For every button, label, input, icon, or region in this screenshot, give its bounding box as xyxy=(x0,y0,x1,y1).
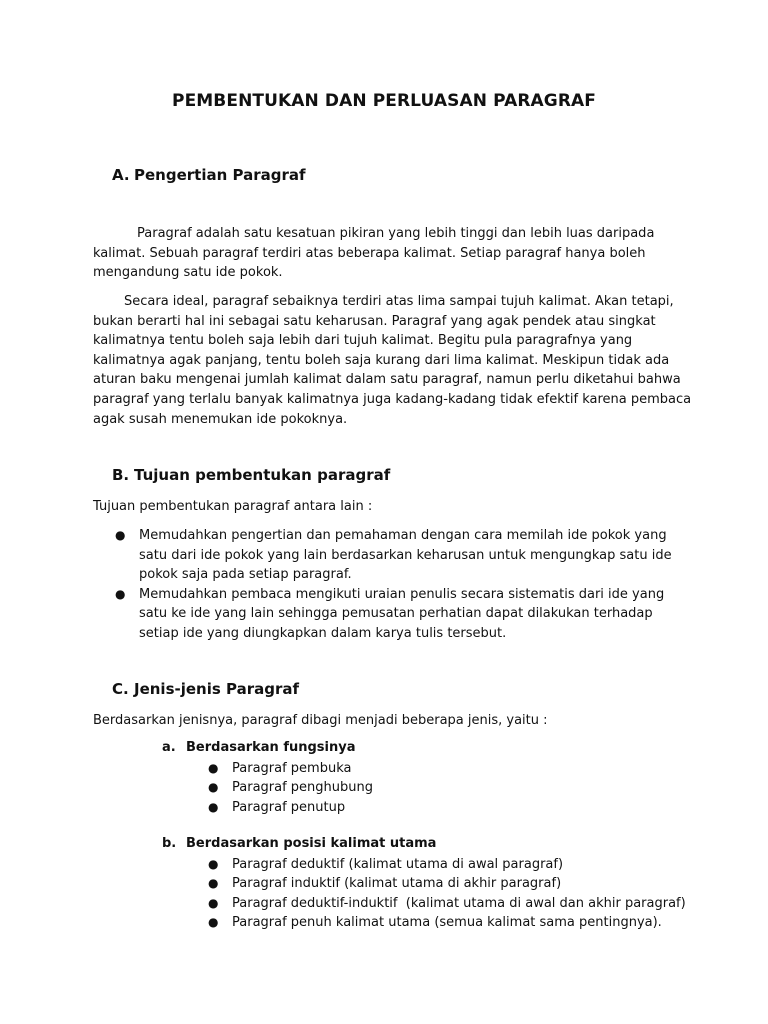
section-b-heading xyxy=(112,466,390,484)
section-a-p2-text: Secara ideal, paragraf sebaiknya terdiri atas lima sampai tujuh kalimat. Akan tetapi, bukan berarti hal ini sebagai satu keharusan. Paragraf yang agak pendek atau singkat kalimatnya tentu boleh saja lebih dari tujuh kalimat. Begitu pula paragrafnya yang kalimatnya agak panjang, tentu boleh saja kurang dari lima kalimat. Meskipun tidak ada aturan baku mengenai jumlah kalimat dalam satu paragraf, namun perlu diketahui bahwa paragraf yang terlalu banyak kalimatnya juga kadang-kadang tidak efektif karena pembaca agak susah menemukan ide pokoknya. xyxy=(93,294,692,427)
bullet-text: Memudahkan pembaca mengikuti uraian penulis secara sistematis dari ide yang satu ke ide yang lain sehingga pemusatan perhatian dapat dilakukan terhadap setiap ide yang diungkapkan dalam karya tulis tersebut. xyxy=(139,586,665,641)
bullet-dot-icon: ● xyxy=(208,799,219,814)
bullet-dot-icon: ● xyxy=(115,528,126,542)
subsection-a-list xyxy=(162,759,373,817)
section-b-intro: Tujuan pembentukan paragraf antara lain : xyxy=(93,499,373,514)
subsection-b-list xyxy=(162,855,686,933)
list-item-text: Paragraf pembuka xyxy=(232,761,352,776)
list-item xyxy=(162,778,373,797)
section-a-letter: A. xyxy=(112,166,130,184)
bullet-dot-icon: ● xyxy=(208,780,219,795)
section-a-paragraph-2 xyxy=(93,292,693,429)
list-item-text: Paragraf penutup xyxy=(232,799,346,815)
list-item xyxy=(93,526,693,585)
section-a-paragraph-1 xyxy=(93,224,693,283)
section-b-letter: B. xyxy=(112,466,130,484)
subsection-b-label: Berdasarkan posisi kalimat utama xyxy=(186,836,437,851)
section-a-p1-text: Paragraf adalah satu kesatuan pikiran yang lebih tinggi dan lebih luas daripada kalimat. Sebuah paragraf terdiri atas beberapa kalimat. Setiap paragraf hanya boleh mengandung satu ide pokok. xyxy=(93,226,655,281)
list-item xyxy=(162,798,373,817)
subsection-a-label: Berdasarkan fungsinya xyxy=(186,740,356,755)
list-item xyxy=(93,585,693,644)
list-item xyxy=(162,874,686,893)
bullet-dot-icon: ● xyxy=(208,761,219,775)
section-c-heading xyxy=(112,680,299,698)
section-b-title: Tujuan pembentukan paragraf xyxy=(134,466,391,484)
subsection-b-heading xyxy=(162,836,436,851)
section-a-title: Pengertian Paragraf xyxy=(134,166,306,184)
section-c-intro: Berdasarkan jenisnya, paragraf dibagi menjadi beberapa jenis, yaitu : xyxy=(93,713,548,728)
bullet-dot-icon: ● xyxy=(115,586,126,601)
list-item xyxy=(162,913,686,932)
bullet-dot-icon: ● xyxy=(208,876,219,891)
section-c-title: Jenis-jenis Paragraf xyxy=(134,680,300,698)
section-a-heading xyxy=(112,166,306,184)
subsection-a-heading xyxy=(162,740,356,755)
bullet-dot-icon: ● xyxy=(208,915,219,930)
bullet-dot-icon: ● xyxy=(208,895,219,910)
list-item xyxy=(162,855,686,874)
document-title: PEMBENTUKAN DAN PERLUASAN PARAGRAF xyxy=(172,91,596,111)
list-item-text: Paragraf deduktif (kalimat utama di awal paragraf) xyxy=(232,857,564,872)
list-item-text: Paragraf penuh kalimat utama (semua kalimat sama pentingnya). xyxy=(232,915,662,931)
subsection-a-letter: a. xyxy=(162,740,176,755)
section-c-letter: C. xyxy=(112,680,129,698)
list-item xyxy=(162,894,686,913)
list-item-text: Paragraf deduktif-induktif (kalimat utama di awal dan akhir paragraf) xyxy=(232,895,686,911)
list-item-text: Paragraf penghubung xyxy=(232,780,374,796)
bullet-dot-icon: ● xyxy=(208,857,219,871)
subsection-b-letter: b. xyxy=(162,836,177,851)
bullet-text: Memudahkan pengertian dan pemahaman dengan cara memilah ide pokok yang satu dari ide pokok yang lain berdasarkan keharusan untuk mengungkap satu ide pokok saja pada setiap paragraf. xyxy=(139,528,672,583)
list-item xyxy=(162,759,373,778)
list-item-text: Paragraf induktif (kalimat utama di akhir paragraf) xyxy=(232,876,562,892)
section-b-bullet-list xyxy=(93,526,693,644)
